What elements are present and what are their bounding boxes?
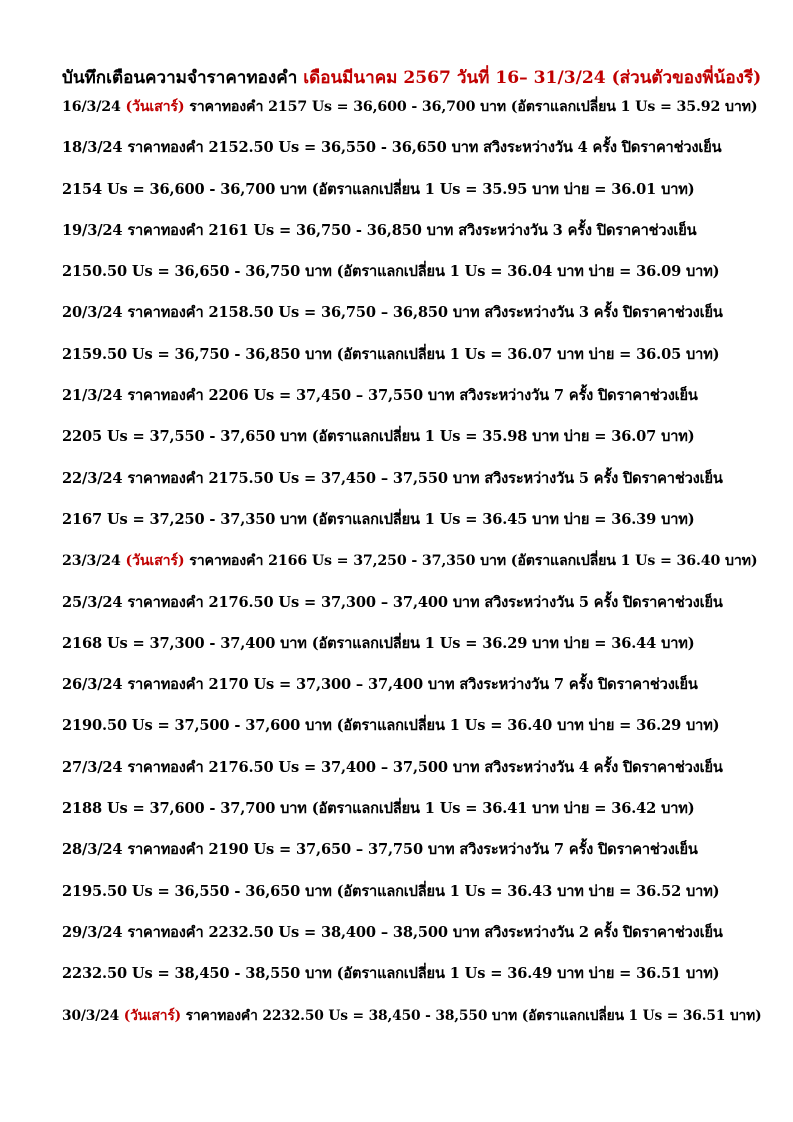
price-log-line	[62, 468, 762, 509]
price-log-line	[62, 633, 762, 674]
line-text: 2154 Us = 36,600 - 36,700 บาท (อัตราแลกเปลี่ยน 1 Us = 35.95 บาท บ่าย = 36.01 บาท)	[62, 180, 695, 198]
price-log-line	[62, 302, 762, 343]
price-log-line	[62, 509, 762, 550]
line-text: 20/3/24 ราคาทองคำ 2158.50 Us = 36,750 – 36,850 บาท สวิงระหว่างวัน 3 ครั้ง ปิดราคาช่วงเย็น	[62, 304, 723, 322]
page-title	[62, 62, 762, 96]
price-log-line	[62, 963, 762, 1004]
price-log-line	[62, 385, 762, 426]
price-log-line	[62, 137, 762, 178]
line-text: 21/3/24 ราคาทองคำ 2206 Us = 37,450 – 37,550 บาท สวิงระหว่างวัน 7 ครั้ง ปิดราคาช่วงเย็น	[62, 387, 698, 405]
price-log-line	[62, 715, 762, 756]
line-text-rest: ราคาทองคำ 2157 Us = 36,600 - 36,700 บาท (อัตราแลกเปลี่ยน 1 Us = 35.92 บาท)	[184, 99, 758, 115]
line-text-rest: ราคาทองคำ 2232.50 Us = 38,450 - 38,550 บาท (อัตราแลกเปลี่ยน 1 Us = 36.51 บาท)	[181, 1007, 762, 1024]
line-text: 26/3/24 ราคาทองคำ 2170 Us = 37,300 – 37,400 บาท สวิงระหว่างวัน 7 ครั้ง ปิดราคาช่วงเย็น	[62, 676, 698, 694]
price-log-line	[62, 1005, 762, 1046]
price-log-line	[62, 839, 762, 880]
title-highlight: เดือนมีนาคม 2567 วันที่ 16– 31/3/24 (ส่วนตัวของพี่น้องรี)	[303, 68, 762, 88]
price-log-line	[62, 674, 762, 715]
price-log-line	[62, 261, 762, 302]
line-text: 2195.50 Us = 36,550 - 36,650 บาท (อัตราแลกเปลี่ยน 1 Us = 36.43 บาท บ่าย = 36.52 บาท)	[62, 882, 720, 900]
line-text: 2159.50 Us = 36,750 - 36,850 บาท (อัตราแลกเปลี่ยน 1 Us = 36.07 บาท บ่าย = 36.05 บาท)	[62, 345, 720, 363]
title-prefix: บันทึกเตือนความจำราคาทองคำ	[62, 68, 304, 88]
line-text: 2205 Us = 37,550 - 37,650 บาท (อัตราแลกเปลี่ยน 1 Us = 35.98 บาท บ่าย = 36.07 บาท)	[62, 428, 695, 446]
weekday-highlight: (วันเสาร์)	[125, 99, 185, 115]
price-log-line	[62, 757, 762, 798]
price-log-line	[62, 592, 762, 633]
line-text: 29/3/24 ราคาทองคำ 2232.50 Us = 38,400 – 38,500 บาท สวิงระหว่างวัน 2 ครั้ง ปิดราคาช่วงเย็น	[62, 923, 723, 941]
line-text: 2150.50 Us = 36,650 - 36,750 บาท (อัตราแลกเปลี่ยน 1 Us = 36.04 บาท บ่าย = 36.09 บาท)	[62, 263, 720, 281]
line-text: 25/3/24 ราคาทองคำ 2176.50 Us = 37,300 – 37,400 บาท สวิงระหว่างวัน 5 ครั้ง ปิดราคาช่วงเย็น	[62, 593, 723, 611]
line-text: 27/3/24 ราคาทองคำ 2176.50 Us = 37,400 – 37,500 บาท สวิงระหว่างวัน 4 ครั้ง ปิดราคาช่วงเย็น	[62, 758, 723, 776]
line-text: 2188 Us = 37,600 - 37,700 บาท (อัตราแลกเปลี่ยน 1 Us = 36.41 บาท บ่าย = 36.42 บาท)	[62, 800, 695, 818]
price-log-line	[62, 220, 762, 261]
line-text: 30/3/24	[62, 1007, 124, 1024]
price-log-line	[62, 96, 762, 137]
price-log-line	[62, 881, 762, 922]
price-log-line	[62, 426, 762, 467]
weekday-highlight: (วันเสาร์)	[125, 553, 185, 570]
price-log-line	[62, 550, 762, 591]
line-text: 23/3/24	[62, 553, 126, 570]
weekday-highlight: (วันเสาร์)	[123, 1007, 182, 1024]
price-log-line	[62, 798, 762, 839]
line-text: 2168 Us = 37,300 - 37,400 บาท (อัตราแลกเปลี่ยน 1 Us = 36.29 บาท บ่าย = 36.44 บาท)	[62, 634, 695, 652]
document-page	[62, 62, 762, 1046]
line-text: 16/3/24	[62, 99, 126, 115]
line-text: 2167 Us = 37,250 - 37,350 บาท (อัตราแลกเปลี่ยน 1 Us = 36.45 บาท บ่าย = 36.39 บาท)	[62, 510, 695, 528]
price-log-line	[62, 922, 762, 963]
price-log-list	[62, 96, 762, 1046]
line-text: 28/3/24 ราคาทองคำ 2190 Us = 37,650 – 37,750 บาท สวิงระหว่างวัน 7 ครั้ง ปิดราคาช่วงเย็น	[62, 841, 698, 859]
line-text: 2190.50 Us = 37,500 - 37,600 บาท (อัตราแลกเปลี่ยน 1 Us = 36.40 บาท บ่าย = 36.29 บาท)	[62, 717, 720, 735]
line-text-rest: ราคาทองคำ 2166 Us = 37,250 - 37,350 บาท (อัตราแลกเปลี่ยน 1 Us = 36.40 บาท)	[184, 553, 758, 570]
price-log-line	[62, 179, 762, 220]
line-text: 19/3/24 ราคาทองคำ 2161 Us = 36,750 - 36,850 บาท สวิงระหว่างวัน 3 ครั้ง ปิดราคาช่วงเย็น	[62, 221, 697, 239]
line-text: 2232.50 Us = 38,450 - 38,550 บาท (อัตราแลกเปลี่ยน 1 Us = 36.49 บาท บ่าย = 36.51 บาท)	[62, 965, 720, 983]
line-text: 22/3/24 ราคาทองคำ 2175.50 Us = 37,450 – 37,550 บาท สวิงระหว่างวัน 5 ครั้ง ปิดราคาช่วงเย็น	[62, 469, 723, 487]
price-log-line	[62, 344, 762, 385]
line-text: 18/3/24 ราคาทองคำ 2152.50 Us = 36,550 - 36,650 บาท สวิงระหว่างวัน 4 ครั้ง ปิดราคาช่วงเย็น	[62, 139, 722, 157]
